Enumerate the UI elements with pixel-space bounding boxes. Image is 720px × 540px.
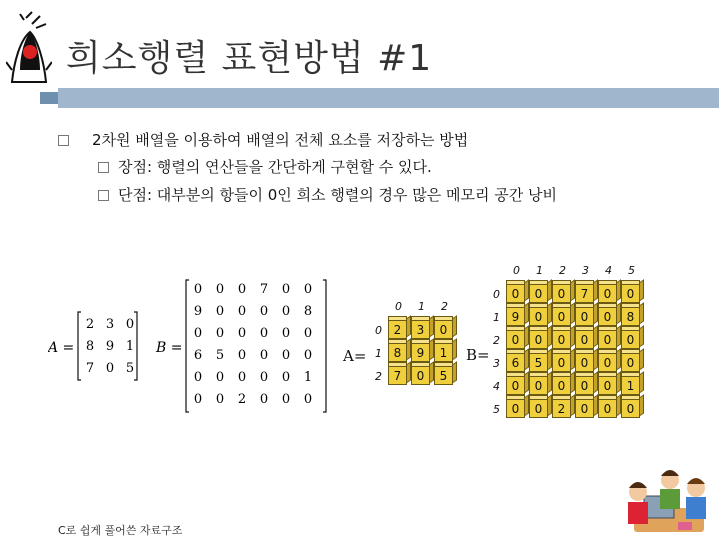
column-index: 2: [559, 264, 566, 277]
title-underline-bar: [58, 88, 719, 108]
matrix-cell: 0: [105, 361, 115, 376]
grid-cell: 0: [621, 353, 640, 372]
column-index: 5: [628, 264, 635, 277]
kids-computer-illustration: [620, 462, 716, 538]
bullet-square-icon: [98, 162, 109, 173]
grid-cell: 0: [575, 353, 594, 372]
row-index: 1: [375, 347, 382, 360]
column-index: 3: [582, 264, 589, 277]
matrix-cell: 0: [215, 326, 225, 341]
grid-cell: 1: [434, 343, 453, 362]
grid-cell: 0: [529, 307, 548, 326]
grid-cell: 0: [529, 376, 548, 395]
grid-cell: 0: [621, 399, 640, 418]
grid-cell: 0: [598, 399, 617, 418]
grid-cell: 0: [529, 330, 548, 349]
java-duke-logo: [6, 10, 52, 90]
grid-b: [466, 262, 666, 432]
grid-cell: 0: [621, 330, 640, 349]
bullet-con-text: 단점: 대부분의 항들이 0인 희소 행렬의 경우 많은 메모리 공간 낭비: [118, 186, 558, 204]
row-index: 5: [493, 403, 500, 416]
matrix-cell: 1: [125, 339, 135, 354]
row-index: 1: [493, 311, 500, 324]
matrix-cell: 9: [105, 339, 115, 354]
matrix-cell: 0: [281, 392, 291, 407]
bullet-pro-text: 장점: 행렬의 연산들을 간단하게 구현할 수 있다.: [118, 158, 432, 176]
matrix-cell: 5: [215, 348, 225, 363]
row-index: 2: [493, 334, 500, 347]
grid-cell: 0: [575, 376, 594, 395]
matrix-cell: 7: [85, 361, 95, 376]
matrix-cell: 2: [85, 317, 95, 332]
matrix-cell: 7: [259, 282, 269, 297]
matrix-cell: 9: [193, 304, 203, 319]
matrix-cell: 0: [193, 282, 203, 297]
grid-cell: 7: [575, 284, 594, 303]
formula-matrices: [48, 278, 328, 416]
matrix-cell: 0: [215, 282, 225, 297]
matrix-cell: 0: [281, 326, 291, 341]
matrix-cell: 0: [303, 348, 313, 363]
matrix-b-label: B =: [156, 340, 183, 356]
grid-cell: 0: [506, 376, 525, 395]
slide-title: 희소행렬 표현방법 #1: [66, 38, 433, 79]
grid-cell: 0: [575, 307, 594, 326]
matrix-cell: 0: [259, 304, 269, 319]
matrix-cell: 0: [237, 282, 247, 297]
bullet-main-text: 2차원 배열을 이용하여 배열의 전체 요소를 저장하는 방법: [92, 131, 469, 149]
grid-cell: 0: [598, 330, 617, 349]
grid-cell: 0: [598, 353, 617, 372]
grid-cell: 8: [621, 307, 640, 326]
matrix-cell: 0: [303, 392, 313, 407]
grid-a: [343, 300, 470, 410]
grid-cell: 9: [411, 343, 430, 362]
column-index: 4: [605, 264, 612, 277]
matrix-cell: 0: [193, 326, 203, 341]
matrix-cell: 0: [259, 392, 269, 407]
grid-cell: 0: [506, 284, 525, 303]
grid-cell: 0: [411, 366, 430, 385]
matrix-cell: 0: [259, 326, 269, 341]
matrix-cell: 0: [215, 370, 225, 385]
matrix-cell: 0: [193, 370, 203, 385]
matrix-cell: 3: [105, 317, 115, 332]
row-index: 2: [375, 370, 382, 383]
grid-cell: 2: [388, 320, 407, 339]
matrix-cell: 1: [303, 370, 313, 385]
grid-cell: 0: [575, 330, 594, 349]
grid-cell: 0: [552, 284, 571, 303]
column-index: 2: [441, 300, 448, 313]
matrix-cell: 0: [303, 282, 313, 297]
grid-cell: 0: [598, 284, 617, 303]
matrix-cell: 8: [85, 339, 95, 354]
row-index: 0: [493, 288, 500, 301]
grid-cell: 0: [598, 376, 617, 395]
matrix-cell: 0: [281, 370, 291, 385]
matrix-cell: 0: [281, 282, 291, 297]
matrix-cell: 0: [259, 370, 269, 385]
grid-cell: 0: [529, 284, 548, 303]
grid-cell: 0: [598, 307, 617, 326]
grid-cell: 0: [506, 330, 525, 349]
matrix-cell: 0: [237, 370, 247, 385]
row-index: 3: [493, 357, 500, 370]
matrix-cell: 0: [259, 348, 269, 363]
matrix-cell: 6: [193, 348, 203, 363]
grid-cell: 0: [552, 376, 571, 395]
column-index: 1: [536, 264, 543, 277]
grid-cell: 0: [575, 399, 594, 418]
grid-cell: 8: [388, 343, 407, 362]
grid-cell: 0: [552, 330, 571, 349]
column-index: 1: [418, 300, 425, 313]
grid-cell: 0: [552, 307, 571, 326]
matrix-cell: 0: [215, 304, 225, 319]
bullet-square-icon: [58, 135, 69, 146]
column-index: 0: [513, 264, 520, 277]
grid-cell: 0: [552, 353, 571, 372]
column-index: 0: [395, 300, 402, 313]
matrix-cell: 0: [237, 348, 247, 363]
grid-cell: 0: [506, 399, 525, 418]
grid-cell: 0: [434, 320, 453, 339]
matrix-cell: 0: [281, 304, 291, 319]
matrix-cell: 0: [215, 392, 225, 407]
grid-cell: 3: [411, 320, 430, 339]
grid-cell: 0: [621, 284, 640, 303]
matrix-a-label: A =: [48, 340, 75, 356]
grid-cell: 5: [434, 366, 453, 385]
grid-a-label: A=: [343, 347, 367, 365]
grid-cell: 7: [388, 366, 407, 385]
matrix-cell: 0: [193, 392, 203, 407]
footer-text: C로 쉽게 풀어쓴 자료구조: [58, 524, 183, 537]
matrix-cell: 2: [237, 392, 247, 407]
grid-cell: 1: [621, 376, 640, 395]
grid-cell: 0: [529, 399, 548, 418]
matrix-cell: 5: [125, 361, 135, 376]
matrix-cell: 8: [303, 304, 313, 319]
bullet-square-icon: [98, 190, 109, 201]
matrix-cell: 0: [237, 304, 247, 319]
matrix-cell: 0: [303, 326, 313, 341]
matrix-cell: 0: [125, 317, 135, 332]
grid-cell: 9: [506, 307, 525, 326]
matrix-cell: 0: [237, 326, 247, 341]
row-index: 4: [493, 380, 500, 393]
row-index: 0: [375, 324, 382, 337]
matrix-cell: 0: [281, 348, 291, 363]
grid-cell: 5: [529, 353, 548, 372]
grid-cell: 6: [506, 353, 525, 372]
grid-cell: 2: [552, 399, 571, 418]
grid-b-label: B=: [466, 346, 490, 364]
